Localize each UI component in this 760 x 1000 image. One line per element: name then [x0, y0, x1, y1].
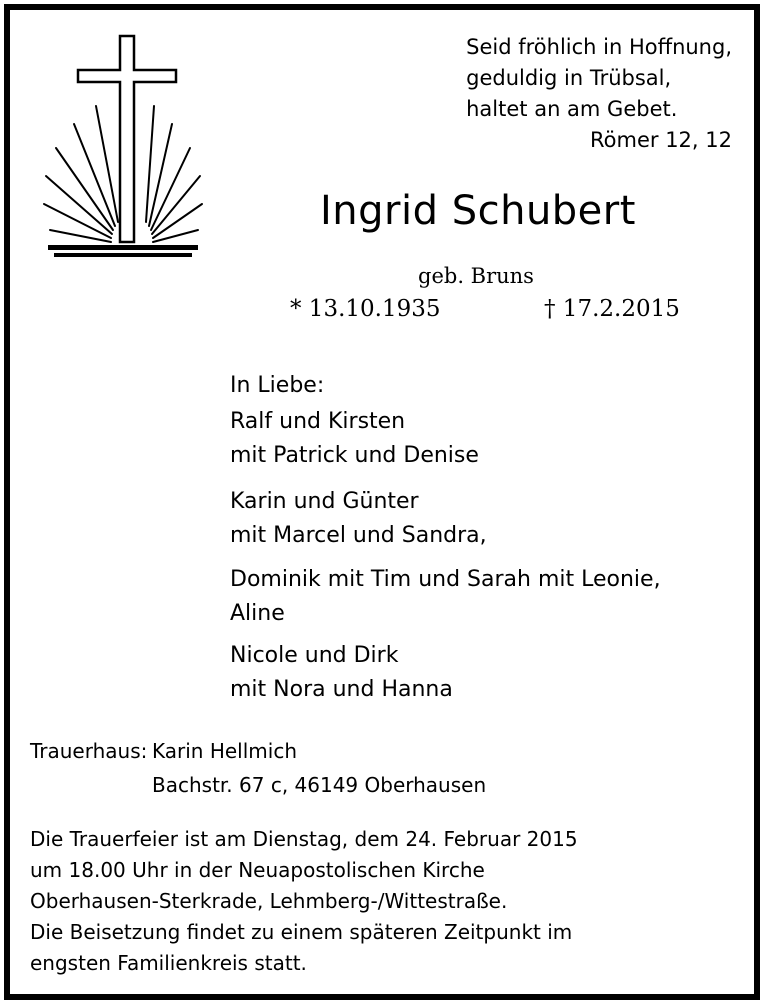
death-date: † 17.2.2015	[544, 296, 680, 322]
mourning-house-label: Trauerhaus:	[30, 739, 148, 763]
verse-line: geduldig in Trübsal,	[466, 66, 672, 90]
family-group-line: Karin und Günter	[230, 489, 419, 514]
deceased-name: Ingrid Schubert	[320, 188, 636, 234]
family-intro: In Liebe:	[230, 373, 325, 398]
cross-sun-water-icon	[32, 32, 212, 262]
maiden-name: geb. Bruns	[418, 264, 534, 288]
mourning-house-name: Karin Hellmich	[152, 739, 297, 763]
family-group-line: mit Patrick und Denise	[230, 443, 479, 468]
notice-line: Oberhausen-Sterkrade, Lehmberg-/Wittestraße.	[30, 889, 508, 913]
mourning-house-address: Bachstr. 67 c, 46149 Oberhausen	[152, 773, 487, 797]
family-group-line: mit Nora und Hanna	[230, 677, 453, 702]
verse-reference: Römer 12, 12	[590, 128, 732, 152]
family-group-line: Dominik mit Tim und Sarah mit Leonie,	[230, 567, 661, 592]
verse-line: haltet an am Gebet.	[466, 97, 678, 121]
family-group-line: Nicole und Dirk	[230, 643, 399, 668]
notice-line: Die Beisetzung findet zu einem späteren Zeitpunkt im	[30, 920, 573, 944]
family-group-line: mit Marcel und Sandra,	[230, 523, 487, 548]
family-group-line: Aline	[230, 601, 285, 626]
funeral-notice	[30, 824, 578, 979]
birth-date: * 13.10.1935	[290, 296, 441, 322]
notice-line: um 18.00 Uhr in der Neuapostolischen Kirche	[30, 858, 485, 882]
bible-verse	[466, 32, 732, 156]
verse-line: Seid fröhlich in Hoffnung,	[466, 35, 732, 59]
notice-line: engsten Familienkreis statt.	[30, 951, 307, 975]
family-group-line: Ralf und Kirsten	[230, 409, 406, 434]
obituary-notice	[4, 4, 760, 1000]
notice-line: Die Trauerfeier ist am Dienstag, dem 24. Februar 2015	[30, 827, 578, 851]
